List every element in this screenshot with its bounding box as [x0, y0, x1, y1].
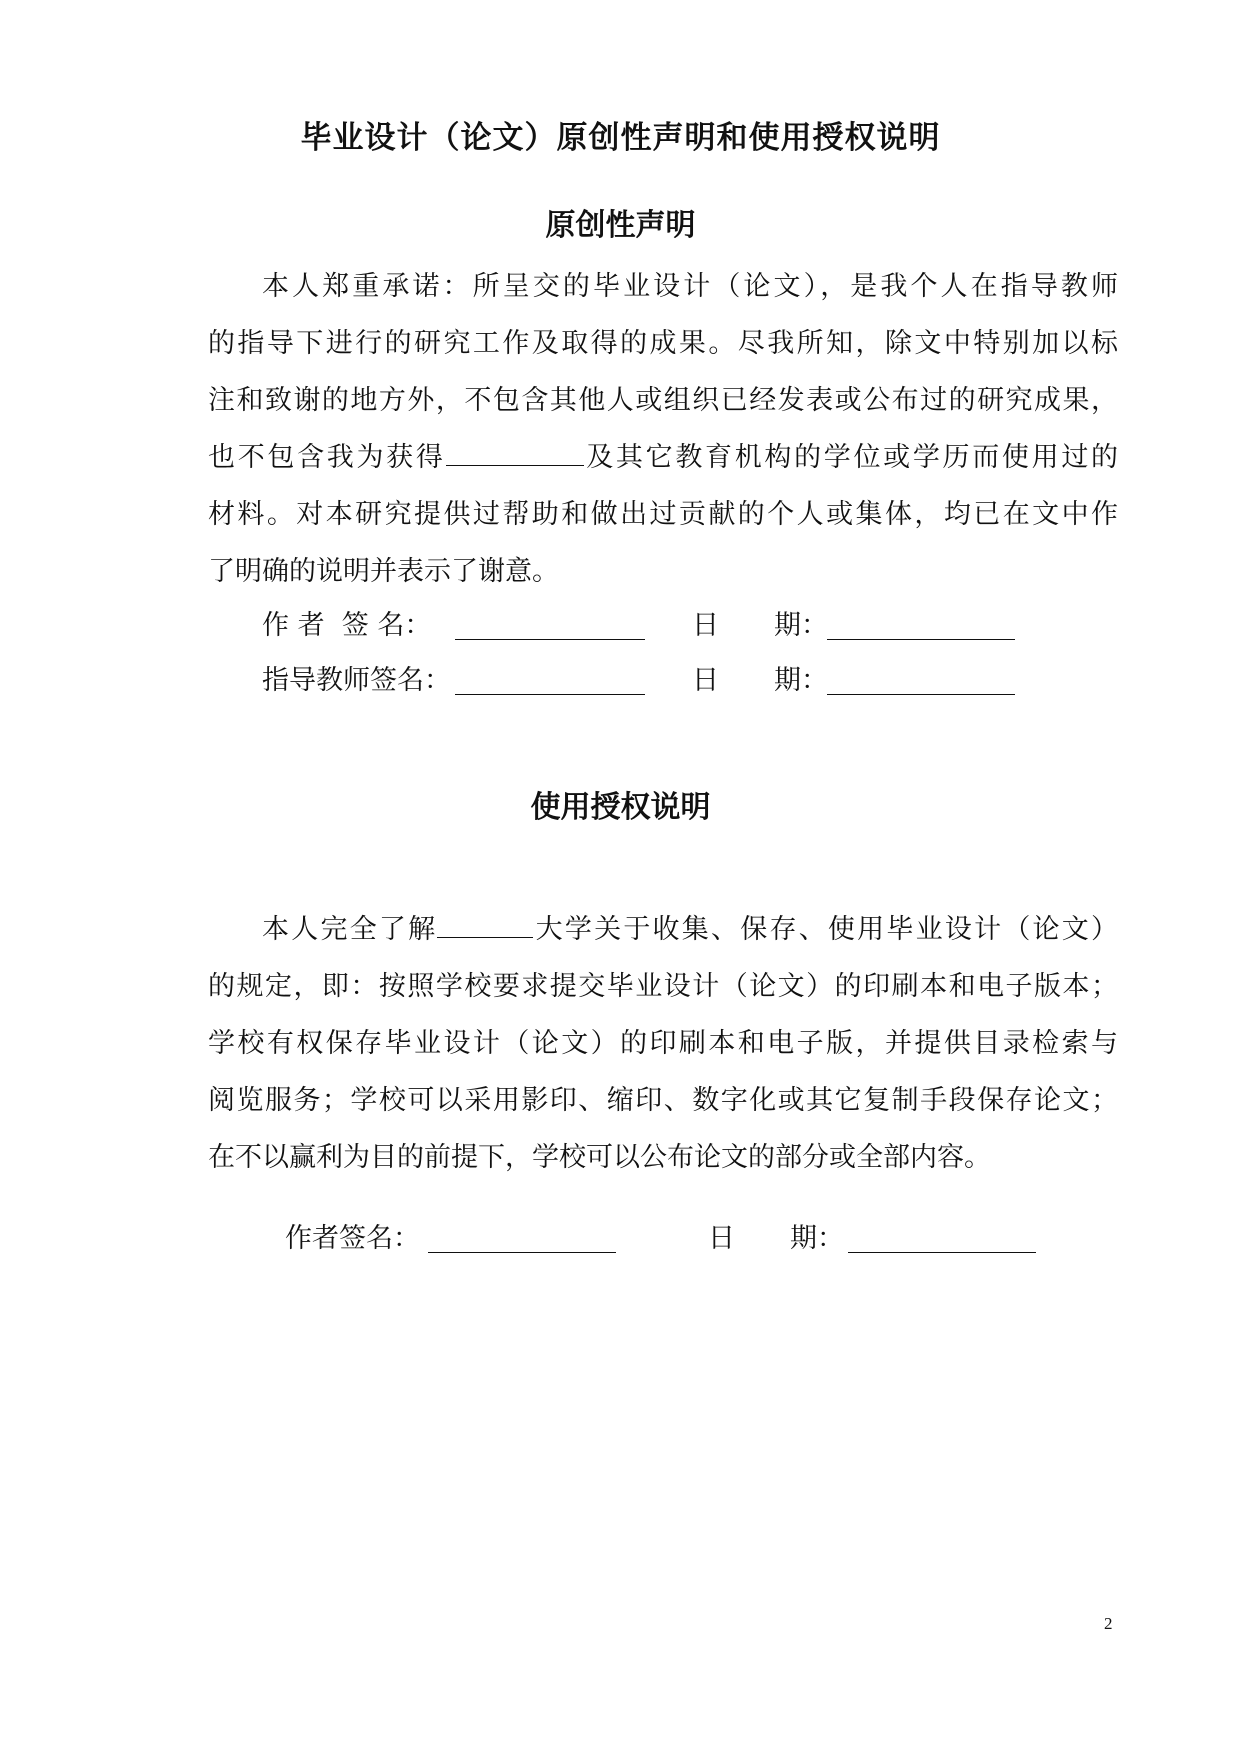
author-signature-label: 作者签名：: [285, 1223, 420, 1254]
author-signature-line[interactable]: [428, 1252, 616, 1253]
advisor-date-line[interactable]: [827, 694, 1015, 695]
fill-in-blank[interactable]: [446, 435, 584, 466]
author-signature-label: 作 者 签 名：: [262, 610, 432, 641]
author-date-line[interactable]: [848, 1252, 1036, 1253]
document-title: 毕业设计（论文）原创性声明和使用授权说明: [300, 120, 941, 156]
date-label-char: 期：: [774, 665, 828, 696]
author-signature-row: [262, 603, 1162, 643]
university-name-blank[interactable]: [437, 907, 533, 938]
authorization-line: 的规定，即：按照学校要求提交毕业设计（论文）的印刷本和电子版本；: [208, 971, 1118, 1002]
author-signature-line[interactable]: [455, 639, 645, 640]
statement-line: 材料。对本研究提供过帮助和做出过贡献的个人或集体，均已在文中作: [208, 499, 1118, 530]
authorization-signature-row: [285, 1216, 1185, 1256]
statement-line: 的指导下进行的研究工作及取得的成果。尽我所知，除文中特别加以标: [208, 328, 1118, 359]
advisor-signature-line[interactable]: [455, 694, 645, 695]
authorization-line: 阅览服务；学校可以采用影印、缩印、数字化或其它复制手段保存论文；: [208, 1085, 1118, 1116]
date-label-char: 期：: [790, 1223, 844, 1254]
originality-statement: [208, 258, 1118, 600]
authorization-line-with-blank: [208, 901, 1118, 958]
page-number: 2: [1104, 1614, 1113, 1633]
date-label-char: 日: [692, 610, 719, 641]
statement-line: 本人郑重承诺：所呈交的毕业设计（论文），是我个人在指导教师: [262, 271, 1118, 302]
originality-heading: 原创性声明: [545, 208, 696, 243]
date-label-char: 日: [692, 665, 719, 696]
statement-line-with-blank: [208, 429, 1118, 486]
date-label-char: 期：: [774, 610, 828, 641]
statement-text: 及其它教育机构的学位或学历而使用过的: [583, 442, 1119, 473]
author-date-line[interactable]: [827, 639, 1015, 640]
advisor-signature-label: 指导教师签名：: [262, 665, 451, 696]
statement-text: 也不包含我为获得: [208, 442, 446, 473]
date-label-char: 日: [708, 1223, 735, 1254]
advisor-signature-row: [262, 658, 1162, 698]
authorization-line: 学校有权保存毕业设计（论文）的印刷本和电子版，并提供目录检索与: [208, 1028, 1118, 1059]
authorization-heading: 使用授权说明: [530, 790, 711, 825]
statement-line: 了明确的说明并表示了谢意。: [208, 556, 559, 587]
statement-line: 注和致谢的地方外，不包含其他人或组织已经发表或公布过的研究成果，: [208, 385, 1118, 416]
authorization-text: 本人完全了解: [262, 914, 438, 945]
authorization-text: 大学关于收集、保存、使用毕业设计（论文）: [533, 914, 1119, 945]
authorization-line: 在不以赢利为目的前提下，学校可以公布论文的部分或全部内容。: [208, 1142, 991, 1173]
authorization-statement: [208, 901, 1118, 1186]
